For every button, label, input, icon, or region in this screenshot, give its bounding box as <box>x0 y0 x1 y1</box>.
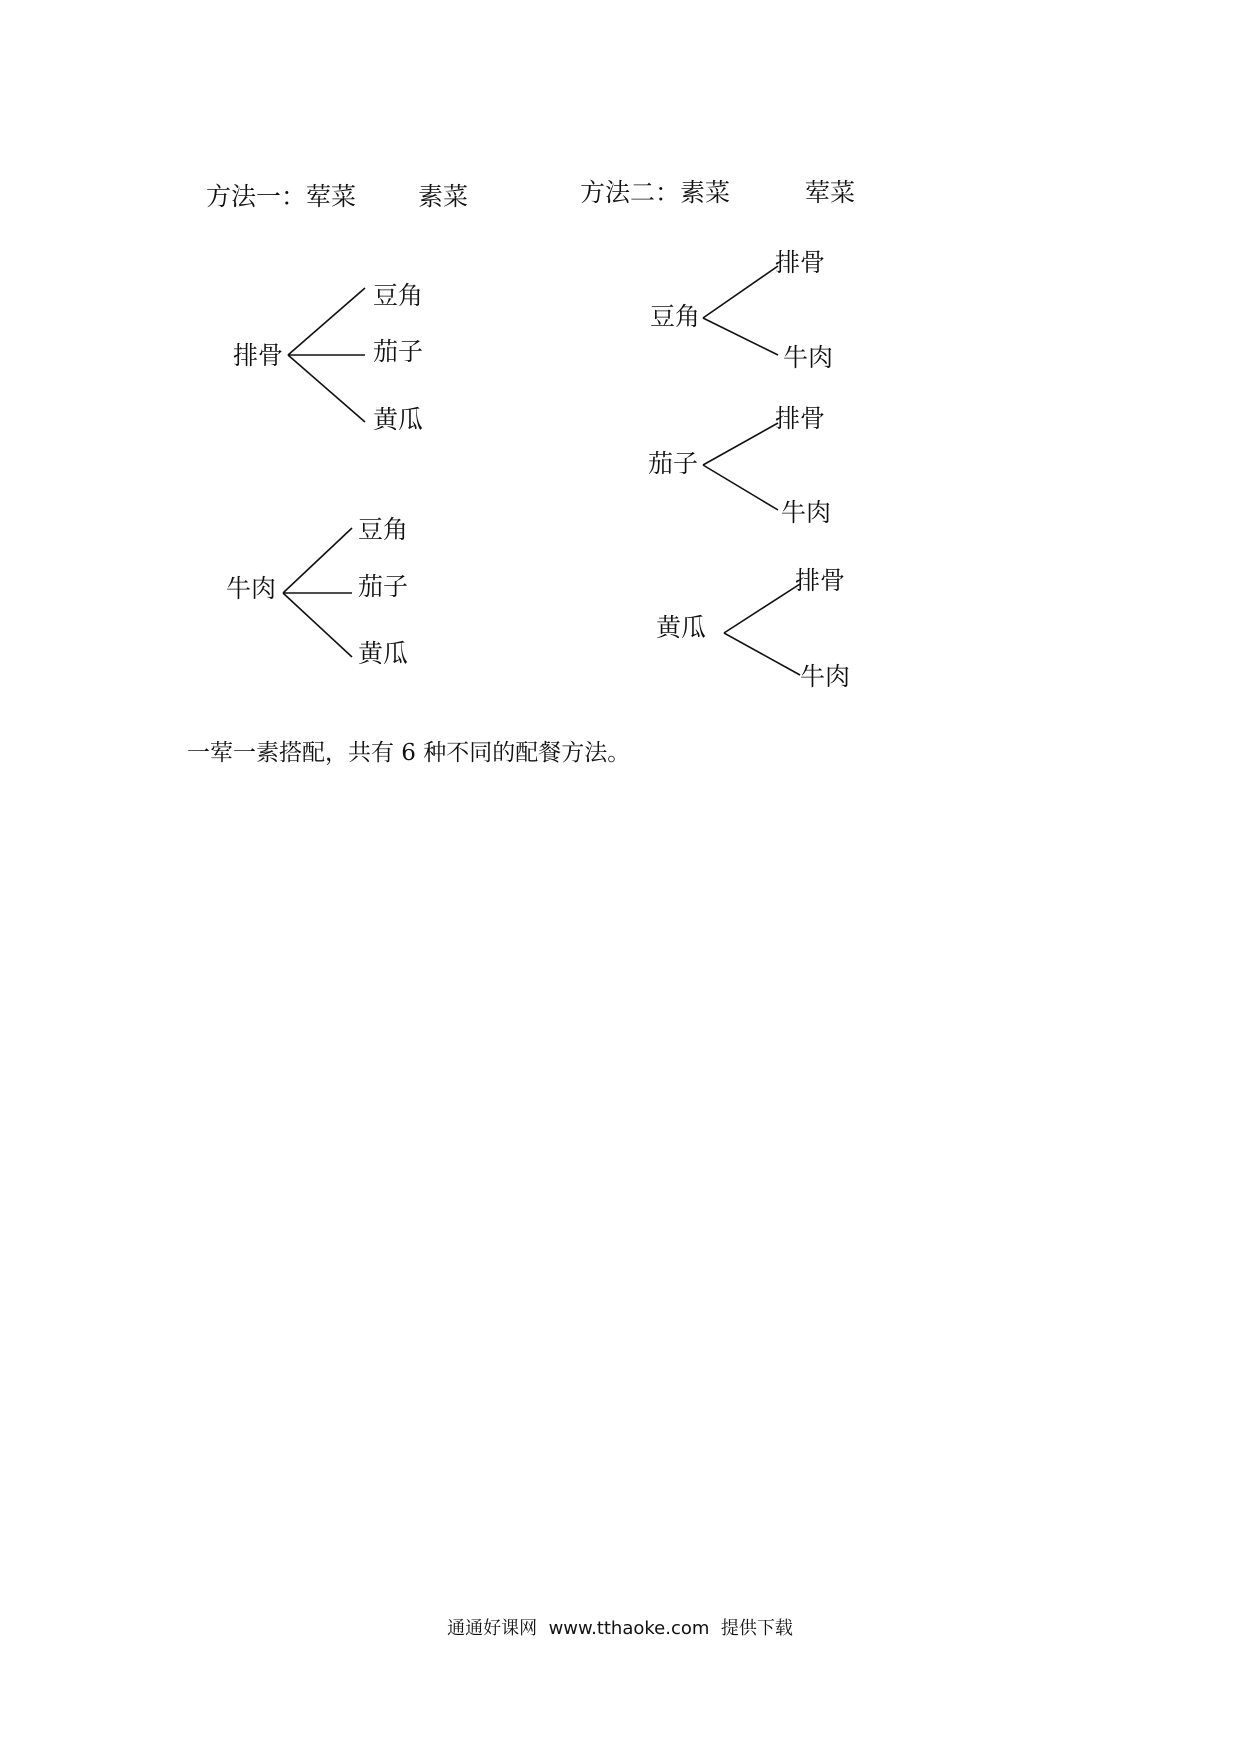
footer-credit: 通通好课网 www.tthaoke.com 提供下载 <box>447 1618 793 1639</box>
conclusion-text: 一荤一素搭配，共有 6 种不同的配餐方法。 <box>187 740 631 766</box>
branch-line <box>288 288 365 355</box>
tree-branch-label: 茄子 <box>373 337 424 366</box>
tree-branch-label: 豆角 <box>358 515 409 544</box>
tree-branch-label: 牛肉 <box>800 662 851 691</box>
tree-branch-label: 排骨 <box>795 566 846 595</box>
tree-branch-label: 牛肉 <box>781 498 832 527</box>
method-two-second-heading: 荤菜 <box>805 178 856 207</box>
branch-line <box>283 528 352 593</box>
tree-branch-label: 黄瓜 <box>373 405 424 434</box>
tree-root-label: 豆角 <box>650 302 701 331</box>
tree-branch-label: 牛肉 <box>783 343 834 372</box>
branch-line <box>703 318 778 355</box>
method-one-second-heading: 素菜 <box>418 182 469 211</box>
tree-branch-label: 茄子 <box>358 572 409 601</box>
method-two-heading: 方法二：素菜 <box>580 178 731 207</box>
branch-line <box>283 593 352 657</box>
tree-branch-label: 豆角 <box>373 281 424 310</box>
tree-branch-label: 排骨 <box>775 248 826 277</box>
tree-root-label: 排骨 <box>233 341 284 370</box>
tree-root-label: 黄瓜 <box>656 613 707 642</box>
method-one-heading: 方法一：荤菜 <box>206 182 357 211</box>
tree-root-label: 茄子 <box>648 449 699 478</box>
branch-line <box>703 423 778 465</box>
tree-branch-label: 排骨 <box>775 404 826 433</box>
branch-line <box>703 266 778 318</box>
branch-line <box>288 355 365 422</box>
branch-line <box>724 633 800 675</box>
tree-branch-label: 黄瓜 <box>358 639 409 668</box>
branch-line <box>703 465 778 510</box>
tree-root-label: 牛肉 <box>226 574 277 603</box>
branch-line <box>724 584 800 633</box>
